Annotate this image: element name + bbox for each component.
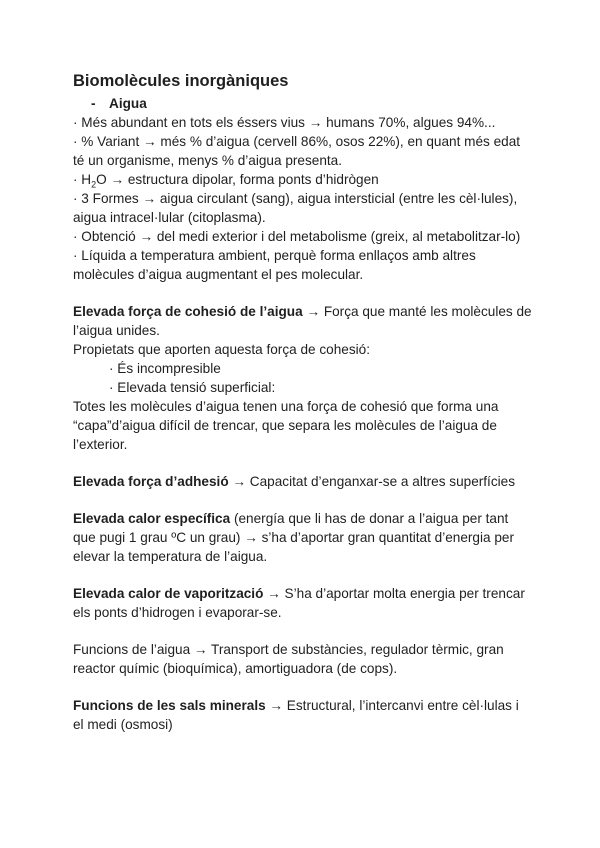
- spacer: [73, 491, 533, 509]
- bullet-forms: · 3 Formes → aigua circulant (sang), aigua intersticial (entre les cèl·lules), aigua intracel·lular (citoplasma).: [73, 191, 518, 225]
- subheading-dash: -: [91, 96, 96, 111]
- document-content: [73, 70, 533, 734]
- adhesion-text: → Capacitat d’enganxar-se a altres superfícies: [228, 474, 516, 489]
- cohesion-detail: Totes les molècules d’aigua tenen una força de cohesió que forma una “capa”d’aigua difícil de trencar, que separa les molècules de l’aigua de l’exterior.: [73, 399, 499, 452]
- vaporization-text: → S’ha d’aportar molta energia per trencar els ponts d’hidrogen i evaporar-se.: [73, 586, 525, 620]
- cohesion-heading: Elevada força de cohesió de l’aigua: [73, 304, 303, 319]
- spacer: [73, 454, 533, 472]
- spacer: [73, 284, 533, 302]
- spacer: [73, 566, 533, 584]
- cohesion-prop-incompressible: · És incompresible: [109, 361, 221, 376]
- vaporization-paragraph: [73, 584, 533, 622]
- specific-heat-text: (energía que li has de donar a l’aigua per tant que pugi 1 grau ºC un grau) → s’ha d’aportar gran quantitat d’energia per elevar la temperatura de l’aigua.: [73, 511, 515, 564]
- spacer: [73, 622, 533, 640]
- vaporization-heading: Elevada calor de vaporització: [73, 586, 264, 601]
- bullet-h2o: [73, 170, 533, 189]
- cohesion-intro: Propietats que aporten aquesta força de cohesió:: [73, 342, 370, 357]
- cohesion-prop-tension: · Elevada tensió superficial:: [109, 380, 276, 395]
- spacer: [73, 678, 533, 696]
- salts-paragraph: [73, 696, 533, 734]
- specific-heat-paragraph: [73, 509, 533, 566]
- page-title: Biomolècules inorgàniques: [73, 72, 289, 90]
- bullet-abundance: · Més abundant en tots els éssers vius → humans 70%, algues 94%...: [73, 115, 496, 130]
- bullet-liquid: · Líquida a temperatura ambient, perquè forma enllaços amb altres molècules d’aigua augmentant el pes molecular.: [73, 248, 476, 282]
- adhesion-paragraph: [73, 472, 533, 491]
- bullet-variant: · % Variant → més % d’aigua (cervell 86%, osos 22%), en quant més edat té un organisme, menys % d’aigua presenta.: [73, 134, 521, 168]
- subheading-aigua: [73, 94, 533, 113]
- bullet-obtention: · Obtenció → del medi exterior i del metabolisme (greix, al metabolitzar-lo): [73, 229, 521, 244]
- cohesion-paragraph: [73, 302, 533, 340]
- subheading-label: Aigua: [109, 96, 147, 111]
- bullet-h2o-post: O → estructura dipolar, forma ponts d’hidrògen: [96, 172, 379, 187]
- bullet-h2o-pre: · H: [73, 172, 92, 187]
- bullet-h2o-subscript: 2: [91, 179, 97, 190]
- adhesion-heading: Elevada força d’adhesió: [73, 474, 229, 489]
- salts-heading: Funcions de les sals minerals: [73, 698, 266, 713]
- cohesion-text: → Força que manté les molècules de l’aigua unides.: [73, 304, 532, 338]
- water-functions-paragraph: Funcions de l’aigua → Transport de substàncies, regulador tèrmic, gran reactor químic (bioquímica), amortiguadora (de cops).: [73, 642, 504, 676]
- specific-heat-heading: Elevada calor específica: [73, 511, 231, 526]
- salts-text: → Estructural, l’intercanvi entre cèl·lulas i el medi (osmosi): [73, 698, 519, 732]
